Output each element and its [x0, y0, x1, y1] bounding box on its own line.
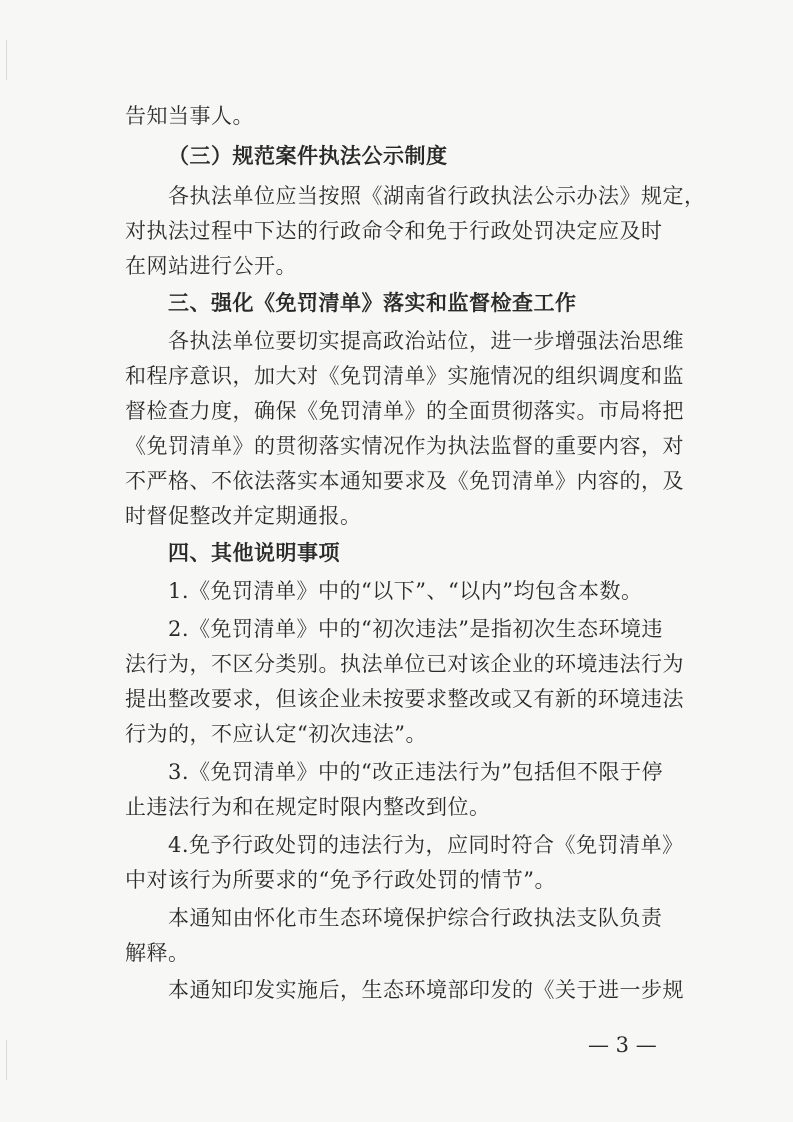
body-line: 提出整改要求，但该企业未按要求整改或又有新的环境违法 [125, 687, 684, 711]
body-line: 止违法行为和在规定时限内整改到位。 [125, 795, 491, 819]
section-heading: 四、其他说明事项 [168, 541, 340, 565]
scan-edge-mark [6, 40, 7, 80]
body-line: 和程序意识，加大对《免罚清单》实施情况的组织调度和监 [125, 364, 684, 388]
page-number: — 3 — [588, 1033, 657, 1057]
body-line: 对执法过程中下达的行政命令和免于行政处罚决定应及时 [125, 219, 663, 243]
body-line: 各执法单位应当按照《湖南省行政执法公示办法》规定， [168, 184, 706, 208]
body-line: 督检查力度，确保《免罚清单》的全面贯彻落实。市局将把 [125, 399, 684, 423]
body-line: 解释。 [125, 941, 190, 965]
body-line: 行为的，不应认定“初次违法”。 [125, 722, 427, 746]
body-line: 中对该行为所要求的“免予行政处罚的情节”。 [125, 868, 556, 892]
scan-edge-mark [6, 1040, 7, 1080]
body-line: 2.《免罚清单》中的“初次违法”是指初次生态环境违 [168, 617, 664, 641]
body-line: 不严格、不依法落实本通知要求及《免罚清单》内容的，及 [125, 469, 684, 493]
body-line: 3.《免罚清单》中的“改正违法行为”包括但不限于停 [168, 760, 664, 784]
body-line: 本通知印发实施后，生态环境部印发的《关于进一步规 [168, 978, 684, 1002]
section-heading: 三、强化《免罚清单》落实和监督检查工作 [168, 291, 577, 315]
body-line: 在网站进行公开。 [125, 254, 297, 278]
body-line: 《免罚清单》的贯彻落实情况作为执法监督的重要内容，对 [125, 434, 684, 458]
body-line: 各执法单位要切实提高政治站位，进一步增强法治思维 [168, 329, 684, 353]
body-line: 1.《免罚清单》中的“以下”、“以内”均包含本数。 [168, 579, 643, 603]
section-heading: （三）规范案件执法公示制度 [168, 144, 448, 168]
body-line: 法行为，不区分类别。执法单位已对该企业的环境违法行为 [125, 652, 684, 676]
body-line: 告知当事人。 [125, 104, 254, 128]
body-line: 4.免予行政处罚的违法行为，应同时符合《免罚清单》 [168, 833, 684, 857]
body-line: 本通知由怀化市生态环境保护综合行政执法支队负责 [168, 906, 663, 930]
body-line: 时督促整改并定期通报。 [125, 504, 362, 528]
